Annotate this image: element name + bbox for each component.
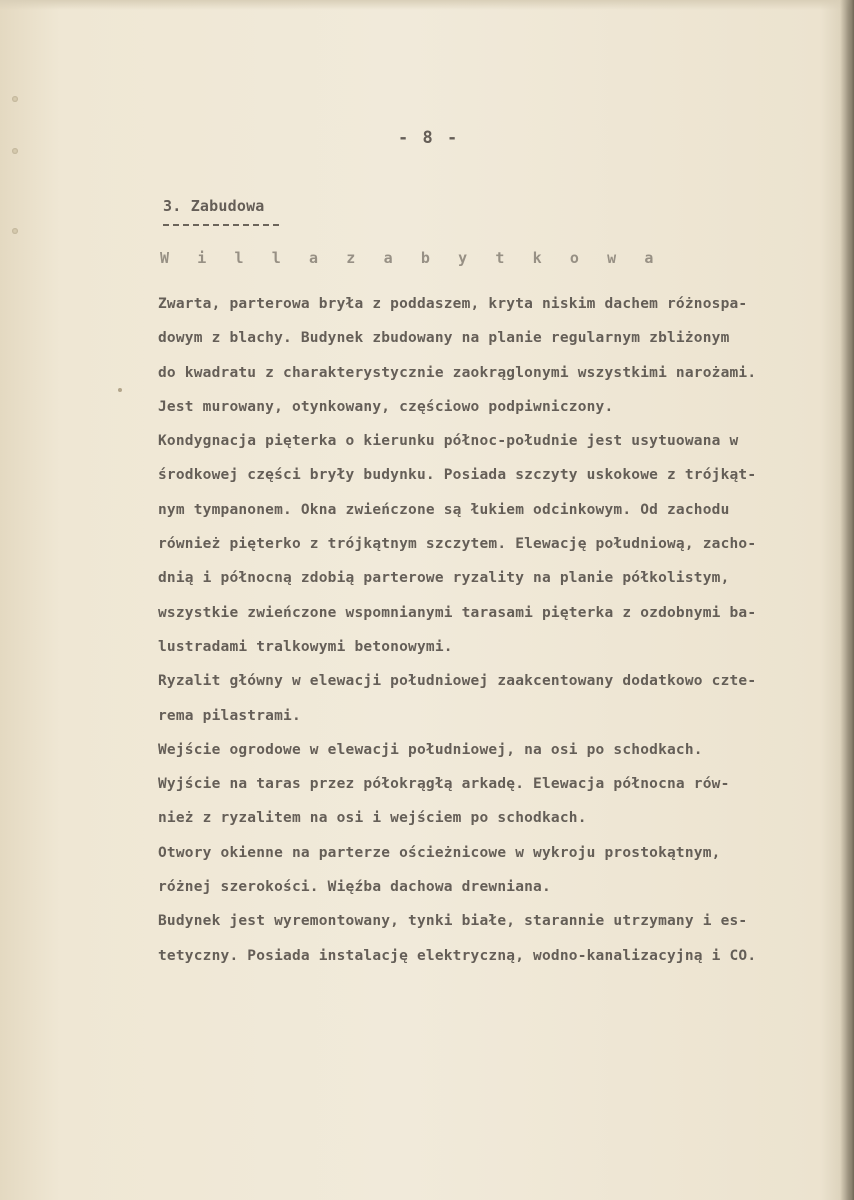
binding-hole xyxy=(12,96,18,102)
body-text xyxy=(158,287,848,973)
text-line: nym tympanonem. Okna zwieńczone są łukiem odcinkowym. Od zachodu xyxy=(158,501,730,518)
text-line: nież z ryzalitem na osi i wejściem po schodkach. xyxy=(158,810,587,827)
text-line: Jest murowany, otynkowany, częściowo podpiwniczony. xyxy=(158,398,614,415)
page-number: - 8 - xyxy=(398,128,460,148)
text-line: Ryzalit główny w elewacji południowej zaakcentowany dodatkowo czte- xyxy=(158,673,757,690)
binding-hole xyxy=(12,148,18,154)
page-top-edge xyxy=(0,0,854,10)
text-line: również pięterko z trójkątnym szczytem. Elewację południową, zacho- xyxy=(158,536,757,553)
section-subheading: W i l l a z a b y t k o w a xyxy=(160,249,664,267)
text-line: Wejście ogrodowe w elewacji południowej, na osi po schodkach. xyxy=(158,741,703,758)
text-line: dowym z blachy. Budynek zbudowany na planie regularnym zbliżonym xyxy=(158,330,730,347)
text-line: do kwadratu z charakterystycznie zaokrąglonymi wszystkimi narożami. xyxy=(158,364,757,381)
text-line: Zwarta, parterowa bryła z poddaszem, kryta niskim dachem różnospa- xyxy=(158,296,748,312)
text-line: dnią i północną zdobią parterowe ryzality na planie półkolistym, xyxy=(158,570,730,587)
text-line: różnej szerokości. Więźba dachowa drewniana. xyxy=(158,879,551,896)
text-line: wszystkie zwieńczone wspomnianymi tarasami pięterka z ozdobnymi ba- xyxy=(158,604,757,621)
binding-hole xyxy=(12,228,18,234)
text-line: Otwory okienne na parterze ościeżnicowe w wykroju prostokątnym, xyxy=(158,844,721,861)
text-line: Budynek jest wyremontowany, tynki białe, starannie utrzymany i es- xyxy=(158,913,748,930)
section-heading: 3. Zabudowa xyxy=(163,197,265,215)
text-line: rema pilastrami. xyxy=(158,707,301,724)
text-line: lustradami tralkowymi betonowymi. xyxy=(158,638,453,655)
heading-underline xyxy=(163,224,279,226)
text-line: Kondygnacja pięterka o kierunku północ-południe jest usytuowana w xyxy=(158,433,739,450)
ink-stain xyxy=(118,388,122,392)
text-line: Wyjście na taras przez półokrągłą arkadę. Elewacja północna rów- xyxy=(158,776,730,793)
text-line: tetyczny. Posiada instalację elektryczną, wodno-kanalizacyjną i CO. xyxy=(158,947,757,964)
text-line: środkowej części bryły budynku. Posiada szczyty uskokowe z trójkąt- xyxy=(158,467,757,484)
